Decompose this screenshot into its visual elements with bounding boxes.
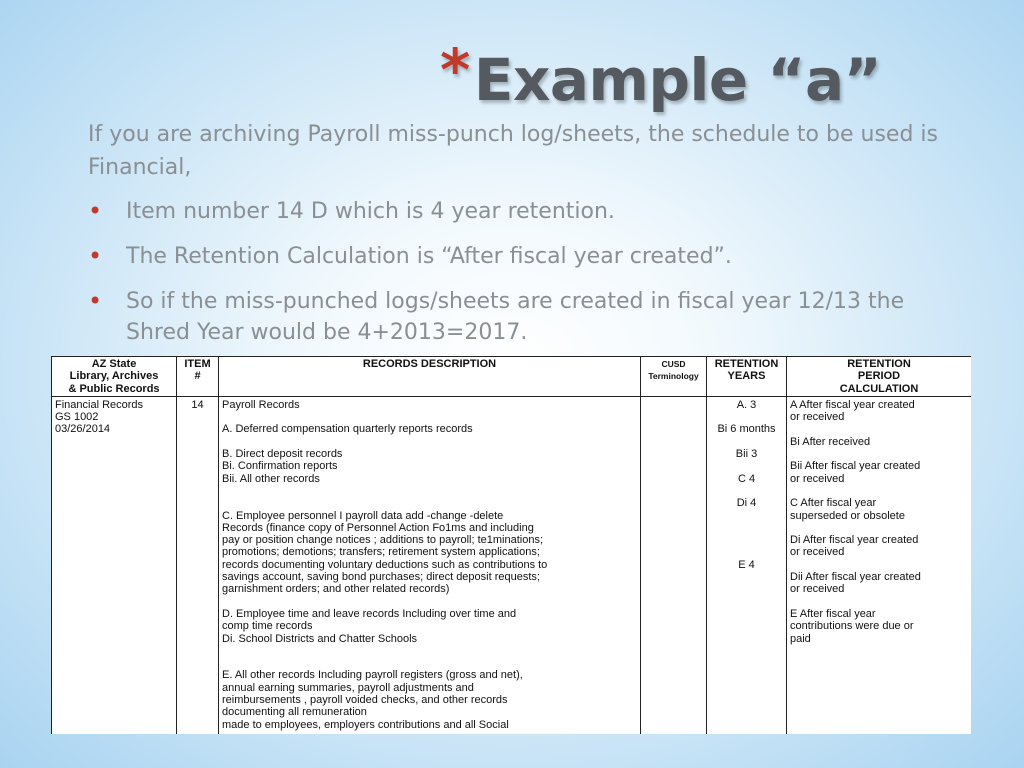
cell-schedule: Financial Records GS 1002 03/26/2014	[52, 396, 177, 734]
slide-title	[440, 36, 881, 114]
cell-line: annual earning summaries, payroll adjustments and	[222, 681, 474, 694]
cell-line: Bi 6 months	[717, 423, 776, 436]
bullet-dot-icon: •	[88, 242, 103, 270]
title-text: Example “a”	[473, 46, 882, 114]
cell-line: C. Employee personnel I payroll data add -change -delete	[222, 509, 504, 522]
cell-cusd	[641, 396, 707, 734]
retention-table	[51, 356, 971, 734]
cell-line: documenting all remuneration	[222, 706, 367, 719]
blank-line	[710, 411, 783, 423]
cell-line: savings account, saving bond purchases; direct deposit requests;	[222, 571, 540, 584]
cell-line: superseded or obsolete	[790, 509, 905, 522]
cell-line: made to employees, employers contributions and all Social	[222, 718, 509, 731]
cell-line: B. Direct deposit records	[222, 448, 343, 461]
blank-line	[790, 448, 968, 460]
cell-line: reimbursements , payroll voided checks, and other records	[222, 694, 508, 707]
cell-line: Dii After fiscal year created	[790, 571, 921, 584]
cell-line: Di. School Districts and Chatter Schools	[222, 632, 418, 645]
blank-line	[790, 423, 968, 435]
cell-line: pay or position change notices ; additions to payroll; te1minations;	[222, 534, 544, 547]
cell-line: A. Deferred compensation quarterly reports records	[222, 423, 473, 436]
bullet-item	[88, 196, 968, 227]
blank-line	[710, 534, 783, 546]
blank-line	[222, 497, 637, 509]
cell-line: Bi After received	[790, 435, 871, 448]
cell-line: E After fiscal year	[790, 607, 876, 620]
bullet-item	[88, 241, 968, 272]
cell-line: or received	[790, 472, 845, 485]
cell-line: or received	[790, 583, 845, 596]
cell-retention-years	[707, 396, 787, 734]
title-asterisk: *	[440, 36, 470, 104]
blank-line	[790, 485, 968, 497]
cell-retention-calculation	[787, 396, 972, 734]
bullet-text: Item number 14 D which is 4 year retention.	[126, 199, 615, 224]
cell-line: or received	[790, 411, 845, 424]
cell-description	[219, 396, 641, 734]
bullet-list	[88, 196, 968, 362]
cell-line: Bii 3	[735, 448, 758, 461]
blank-line	[790, 559, 968, 571]
cell-line: records documenting voluntary deductions such as contributions to	[222, 558, 548, 571]
cell-line: Bii After fiscal year created	[790, 460, 921, 473]
header-description: RECORDS DESCRIPTION	[219, 357, 641, 397]
blank-line	[222, 596, 637, 608]
cell-line: Payroll Records	[222, 398, 300, 411]
cell-line: A. 3	[736, 398, 757, 411]
bullet-text: So if the miss-punched logs/sheets are created in fiscal year 12/13 the Shred Year would be 4+2013=2017.	[126, 289, 905, 345]
blank-line	[222, 645, 637, 657]
blank-line	[710, 522, 783, 534]
cell-line: A After fiscal year created	[790, 398, 915, 411]
cell-line: C After fiscal year	[790, 497, 877, 510]
header-cusd: CUSD Terminology	[641, 357, 707, 397]
blank-line	[790, 522, 968, 534]
cell-line: E. All other records Including payroll registers (gross and net),	[222, 669, 523, 682]
blank-line	[222, 657, 637, 669]
retention-schedule-image	[51, 356, 971, 734]
blank-line	[790, 596, 968, 608]
cell-line: Bii. All other records	[222, 472, 320, 485]
cell-line: E 4	[738, 558, 755, 571]
blank-line	[222, 485, 637, 497]
cell-line: or received	[790, 546, 845, 559]
cell-line: Di After fiscal year created	[790, 534, 919, 547]
blank-line	[710, 546, 783, 558]
header-retention-calculation: RETENTION PERIOD CALCULATION	[787, 357, 972, 397]
cell-line: D. Employee time and leave records Including over time and	[222, 607, 517, 620]
bullet-text: The Retention Calculation is “After fiscal year created”.	[126, 244, 732, 269]
blank-line	[222, 436, 637, 448]
blank-line	[710, 436, 783, 448]
blank-line	[710, 460, 783, 472]
intro-paragraph: If you are archiving Payroll miss-punch log/sheets, the schedule to be used is Financial,	[88, 122, 938, 180]
cell-line: contributions were due or	[790, 620, 914, 633]
cell-line: garnishment orders; and other related records)	[222, 583, 450, 596]
cell-item-number: 14	[177, 396, 219, 734]
header-item: ITEM #	[177, 357, 219, 397]
bullet-dot-icon: •	[88, 197, 103, 225]
cell-line: comp time records	[222, 620, 313, 633]
bullet-item	[88, 286, 968, 348]
blank-line	[710, 485, 783, 497]
blank-line	[710, 510, 783, 522]
cell-line: promotions; demotions; transfers; retirement system applications;	[222, 546, 540, 559]
cell-line: paid	[790, 632, 811, 645]
header-az-state: AZ State Library, Archives & Public Records	[52, 357, 177, 397]
blank-line	[222, 411, 637, 423]
cell-line: Records (finance copy of Personnel Action Fo1ms and including	[222, 521, 534, 534]
table-header-row	[52, 357, 972, 397]
table-row	[52, 396, 972, 734]
cell-line: C 4	[737, 472, 756, 485]
bullet-dot-icon: •	[88, 287, 103, 315]
header-retention-years: RETENTION YEARS	[707, 357, 787, 397]
cell-line: Bi. Confirmation reports	[222, 460, 338, 473]
cell-line: Di 4	[736, 497, 757, 510]
